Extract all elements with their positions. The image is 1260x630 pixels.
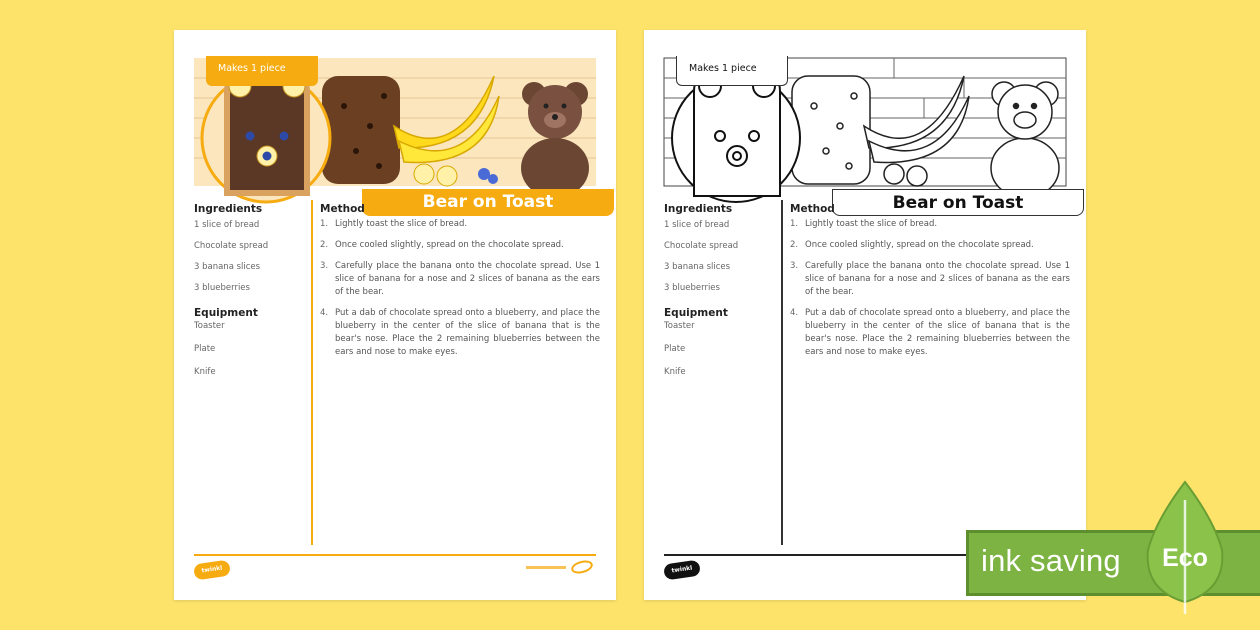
step-number: 4.	[790, 308, 799, 318]
ingredient-item: 3 banana slices	[194, 262, 261, 272]
footer-url-mark	[526, 566, 566, 569]
method-column	[790, 203, 1070, 367]
recipe-header	[664, 56, 1066, 216]
ingredient-item: Chocolate spread	[194, 241, 269, 251]
method-step	[320, 307, 600, 359]
equipment-heading: Equipment	[664, 307, 728, 319]
step-number: 2.	[790, 240, 799, 250]
ingredients-heading: Ingredients	[194, 203, 263, 215]
equipment-item: Toaster	[664, 321, 695, 331]
equipment-item: Plate	[664, 344, 686, 354]
ingredients-column	[664, 203, 782, 389]
step-text: Carefully place the banana onto the chocolate spread. Use 1 slice of banana for a nose and 2 slices of banana as the ears of the bear.	[805, 261, 1070, 297]
step-text: Once cooled slightly, spread on the chocolate spread.	[335, 240, 564, 250]
fruit-loaf-icon	[792, 76, 870, 184]
method-heading: Method	[790, 203, 835, 215]
column-divider	[781, 200, 783, 545]
recipe-page-bw	[644, 30, 1086, 600]
bear-toast-icon	[202, 74, 330, 202]
recipe-title: Bear on Toast	[362, 189, 614, 216]
method-heading: Method	[320, 203, 365, 215]
bear-toast-icon	[672, 74, 800, 202]
ingredient-item: 3 blueberries	[664, 283, 720, 293]
recipe-header	[194, 56, 596, 216]
equipment-item: Toaster	[194, 321, 225, 331]
ingredient-item: Chocolate spread	[664, 241, 739, 251]
recipe-page-color	[174, 30, 616, 600]
ingredients-column	[194, 203, 312, 389]
makes-badge: Makes 1 piece	[206, 56, 318, 86]
method-step	[320, 239, 600, 252]
eco-label: Eco	[1162, 544, 1208, 572]
step-number: 2.	[320, 240, 329, 250]
step-number: 3.	[320, 261, 329, 271]
method-step	[790, 260, 1070, 299]
step-text: Put a dab of chocolate spread onto a blueberry, and place the blueberry in the center of the slice of banana that is the bear's nose. Place the 2 remaining blueberries between the ears and nose to make eyes.	[335, 308, 600, 357]
method-step	[320, 260, 600, 299]
step-number: 4.	[320, 308, 329, 318]
fruit-loaf-icon	[322, 76, 400, 184]
footer-rule	[194, 554, 596, 556]
ingredient-item: 3 banana slices	[664, 262, 731, 272]
step-number: 3.	[790, 261, 799, 271]
twinkl-logo: twinkl	[663, 560, 701, 581]
ink-saving-text: ink saving	[981, 543, 1121, 578]
step-text: Lightly toast the slice of bread.	[805, 219, 938, 229]
method-step	[790, 239, 1070, 252]
step-text: Once cooled slightly, spread on the chocolate spread.	[805, 240, 1034, 250]
method-step	[790, 218, 1070, 231]
ingredient-item: 1 slice of bread	[194, 220, 260, 230]
step-number: 1.	[790, 219, 799, 229]
recipe-title: Bear on Toast	[832, 189, 1084, 216]
makes-badge: Makes 1 piece	[676, 56, 788, 86]
step-text: Put a dab of chocolate spread onto a blueberry, and place the blueberry in the center of the slice of banana that is the bear's nose. Place the 2 remaining blueberries between the ears and nose to make eyes.	[805, 308, 1070, 357]
equipment-item: Plate	[194, 344, 216, 354]
ingredient-item: 3 blueberries	[194, 283, 250, 293]
equipment-item: Knife	[194, 367, 216, 377]
method-column	[320, 203, 600, 367]
column-divider	[311, 200, 313, 545]
ingredient-item: 1 slice of bread	[664, 220, 730, 230]
method-step	[790, 307, 1070, 359]
method-step	[320, 218, 600, 231]
equipment-item: Knife	[664, 367, 686, 377]
twinkl-logo: twinkl	[193, 560, 231, 581]
equipment-heading: Equipment	[194, 307, 258, 319]
ingredients-heading: Ingredients	[664, 203, 733, 215]
step-text: Lightly toast the slice of bread.	[335, 219, 468, 229]
step-number: 1.	[320, 219, 329, 229]
step-text: Carefully place the banana onto the chocolate spread. Use 1 slice of banana for a nose and 2 slices of banana as the ears of the bear.	[335, 261, 600, 297]
footer-swirl-icon	[570, 558, 594, 575]
